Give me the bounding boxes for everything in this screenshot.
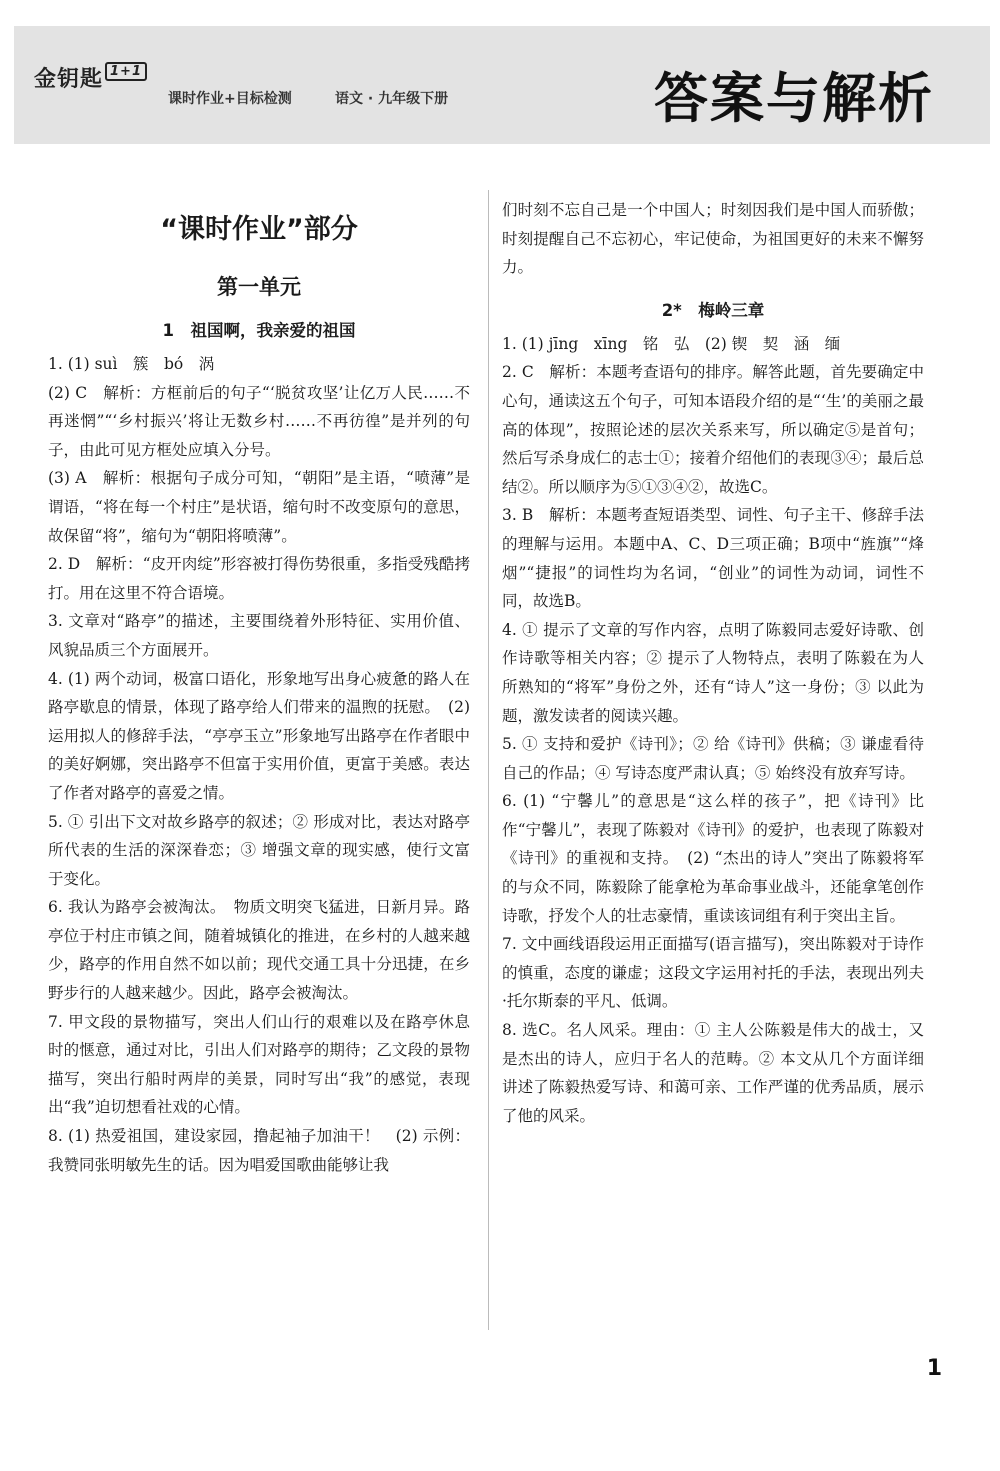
subject-grade: 语文 · 九年级下册 <box>335 91 449 107</box>
answer-item: 2. C 解析：本题考查语句的排序。解答此题，首先要确定中心句，通读这五个句子，可知本语段介绍的是“‘生’的美丽之最高的体现”，按照论述的层次关系来写，所以确定⑤是首句；然后写杀身成仁的志士①；接着介绍他们的表现③④；最后总结②。所以顺序为⑤①③④②，故选C。 <box>502 363 924 496</box>
brand-logo <box>34 62 147 93</box>
column-divider <box>488 190 489 1330</box>
part-title: “课时作业”部分 <box>160 214 358 245</box>
answer-item: (2) C 解析：方框前后的句子“‘脱贫攻坚’让亿万人民……不再迷惘”“‘乡村振兴’将让无数乡村……不再彷徨”是并列的句子，由此可见方框处应填入分号。 <box>48 383 470 459</box>
answer-item: 6. 我认为路亭会被淘汰。 物质文明突飞猛进，日新月异。路亭位于村庄市镇之间，随着城镇化的推进，在乡村的人越来越少，路亭的作用自然不如以前；现代交通工具十分迅捷，在乡野步行的人越来越少。因此，路亭会被淘汰。 <box>48 898 470 1003</box>
right-column <box>502 196 924 1130</box>
answer-item: 8. (1) 热爱祖国，建设家园，撸起袖子加油干！ (2) 示例：我赞同张明敏先生的话。因为唱爱国歌曲能够让我 <box>48 1127 470 1174</box>
answer-item: 1. (1) suì 簇 bó 涡 <box>48 355 215 373</box>
left-column <box>48 196 470 1179</box>
brand-badge: 1+1 <box>105 62 147 81</box>
answer-item: 3. B 解析：本题考查短语类型、词性、句子主干、修辞手法的理解与运用。本题中A、C、D三项正确；B项中“旌旗”“烽烟”“捷报”的词性均为名词，“创业”的词性为动词，词性不同，故选B。 <box>502 506 924 611</box>
answer-item: 2. D 解析：“皮开肉绽”形容被打得伤势很重，多指受残酷拷打。用在这里不符合语境。 <box>48 555 470 602</box>
lesson-title: 2* 梅岭三章 <box>661 300 765 320</box>
lesson-title: 1 祖国啊，我亲爱的祖国 <box>162 321 356 340</box>
answer-item: 6. (1) “宁馨儿”的意思是“这么样的孩子”，把《诗刊》比作“宁馨儿”，表现了陈毅对《诗刊》的爱护，也表现了陈毅对《诗刊》的重视和支持。 (2) “杰出的诗人”突出了陈毅将军的与众不同，陈毅除了能拿枪为革命事业战斗，还能拿笔创作诗歌，抒发个人的壮志豪情，重读该词组有利于突出主旨。 <box>502 792 924 925</box>
answer-item: 4. ① 提示了文章的写作内容，点明了陈毅同志爱好诗歌、创作诗歌等相关内容；② 提示了人物特点，表明了陈毅在为人所熟知的“将军”身份之外，还有“诗人”这一身份；③ 以此为题，激发读者的阅读兴趣。 <box>502 620 924 725</box>
answer-item: 7. 甲文段的景物描写，突出人们山行的艰难以及在路亭休息时的惬意，通过对比，引出人们对路亭的期待；乙文段的景物描写，突出行船时两岸的美景，同时写出“我”的感觉，表现出“我”迫切想看社戏的心情。 <box>48 1012 470 1117</box>
unit-title: 第一单元 <box>217 275 301 299</box>
answer-item: 8. 选C。名人风采。理由：① 主人公陈毅是伟大的战士，又是杰出的诗人，应归于名人的范畴。② 本文从几个方面详细讲述了陈毅热爱写诗、和蔼可亲、工作严谨的优秀品质，展示了他的风采。 <box>502 1021 924 1125</box>
continued-answer: 们时刻不忘自己是一个中国人；时刻因我们是中国人而骄傲；时刻提醒自己不忘初心，牢记使命，为祖国更好的未来不懈努力。 <box>502 201 924 277</box>
answer-item: 7. 文中画线语段运用正面描写(语言描写)，突出陈毅对于诗作的慎重，态度的谦虚；这段文字运用衬托的手法，表现出列夫·托尔斯泰的平凡、低调。 <box>502 935 924 1011</box>
series-name: 课时作业+目标检测 <box>168 91 292 107</box>
header-banner <box>14 26 990 144</box>
answer-item: 4. (1) 两个动词，极富口语化，形象地写出身心疲惫的路人在路亭歇息的情景，体现了路亭给人们带来的温煦的抚慰。 (2) 运用拟人的修辞手法，“亭亭玉立”形象地写出路亭在作者眼中的美好婀娜，突出路亭不但富于实用价值，更富于美感。表达了作者对路亭的喜爱之情。 <box>48 669 470 802</box>
brand-name: 金钥匙 <box>34 67 104 92</box>
answer-item: 5. ① 支持和爱护《诗刊》；② 给《诗刊》供稿；③ 谦虚看待自己的作品；④ 写诗态度严肃认真；⑤ 始终没有放弃写诗。 <box>502 735 924 782</box>
answer-item: (3) A 解析：根据句子成分可知，“朝阳”是主语，“喷薄”是谓语，“将在每一个村庄”是状语，缩句时不改变原句的意思，故保留“将”，缩句为“朝阳将喷薄”。 <box>48 469 470 545</box>
page-number: 1 <box>926 1356 942 1381</box>
answer-item: 3. 文章对“路亭”的描述，主要围绕着外形特征、实用价值、风貌品质三个方面展开。 <box>48 612 470 659</box>
answer-item: 5. ① 引出下文对故乡路亭的叙述；② 形成对比，表达对路亭所代表的生活的深深眷恋；③ 增强文章的现实感，使行文富于变化。 <box>48 812 470 888</box>
answer-item: 1. (1) jīng xīng 铭 弘 (2) 锲 契 涵 缅 <box>502 334 841 353</box>
page-title: 答案与解析 <box>654 67 934 130</box>
